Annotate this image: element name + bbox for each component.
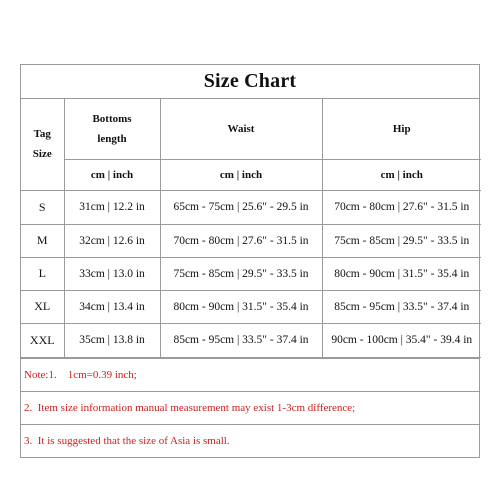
hip-cell: 85cm - 95cm | 33.5" - 37.4 in	[322, 290, 481, 323]
tag-size-header	[21, 99, 64, 190]
tag-size-header-line2: Size	[32, 148, 52, 161]
bottoms-cell: 35cm | 13.8 in	[64, 323, 160, 357]
waist-cell: 85cm - 95cm | 33.5" - 37.4 in	[160, 323, 322, 357]
size-cell: XL	[21, 290, 64, 323]
bottoms-cell: 31cm | 12.2 in	[64, 190, 160, 224]
hip-cell: 90cm - 100cm | 35.4" - 39.4 in	[322, 323, 481, 357]
size-chart	[20, 64, 480, 458]
table-row	[21, 257, 481, 290]
hip-cell: 80cm - 90cm | 31.5" - 35.4 in	[322, 257, 481, 290]
waist-cell: 65cm - 75cm | 25.6" - 29.5 in	[160, 190, 322, 224]
note-line: 2. Item size information manual measurement may exist 1-3cm difference;	[21, 391, 479, 424]
hip-header: Hip	[322, 99, 481, 159]
tag-size-header-line1: Tag	[33, 128, 51, 141]
hip-cell: 75cm - 85cm | 29.5" - 33.5 in	[322, 224, 481, 257]
waist-header: Waist	[160, 99, 322, 159]
bottoms-length-header	[64, 99, 160, 159]
waist-cell: 75cm - 85cm | 29.5" - 33.5 in	[160, 257, 322, 290]
note-line: 3. It is suggested that the size of Asia is small.	[21, 424, 479, 457]
note-line: Note:1. 1cm=0.39 inch;	[21, 358, 479, 391]
bottoms-length-header-line2: length	[97, 132, 127, 145]
table-row	[21, 323, 481, 357]
table-row	[21, 290, 481, 323]
header-row	[21, 99, 481, 159]
bottoms-cell: 34cm | 13.4 in	[64, 290, 160, 323]
chart-title: Size Chart	[21, 65, 479, 99]
bottoms-length-header-line1: Bottoms	[92, 112, 132, 125]
size-cell: S	[21, 190, 64, 224]
waist-cell: 70cm - 80cm | 27.6" - 31.5 in	[160, 224, 322, 257]
size-cell: M	[21, 224, 64, 257]
waist-unit: cm | inch	[160, 159, 322, 190]
bottoms-cell: 32cm | 12.6 in	[64, 224, 160, 257]
notes-section	[21, 358, 479, 457]
bottoms-unit: cm | inch	[64, 159, 160, 190]
hip-unit: cm | inch	[322, 159, 481, 190]
size-table	[21, 99, 481, 358]
size-cell: L	[21, 257, 64, 290]
size-cell: XXL	[21, 323, 64, 357]
waist-cell: 80cm - 90cm | 31.5" - 35.4 in	[160, 290, 322, 323]
bottoms-cell: 33cm | 13.0 in	[64, 257, 160, 290]
table-row	[21, 224, 481, 257]
unit-row	[21, 159, 481, 190]
hip-cell: 70cm - 80cm | 27.6" - 31.5 in	[322, 190, 481, 224]
table-row	[21, 190, 481, 224]
